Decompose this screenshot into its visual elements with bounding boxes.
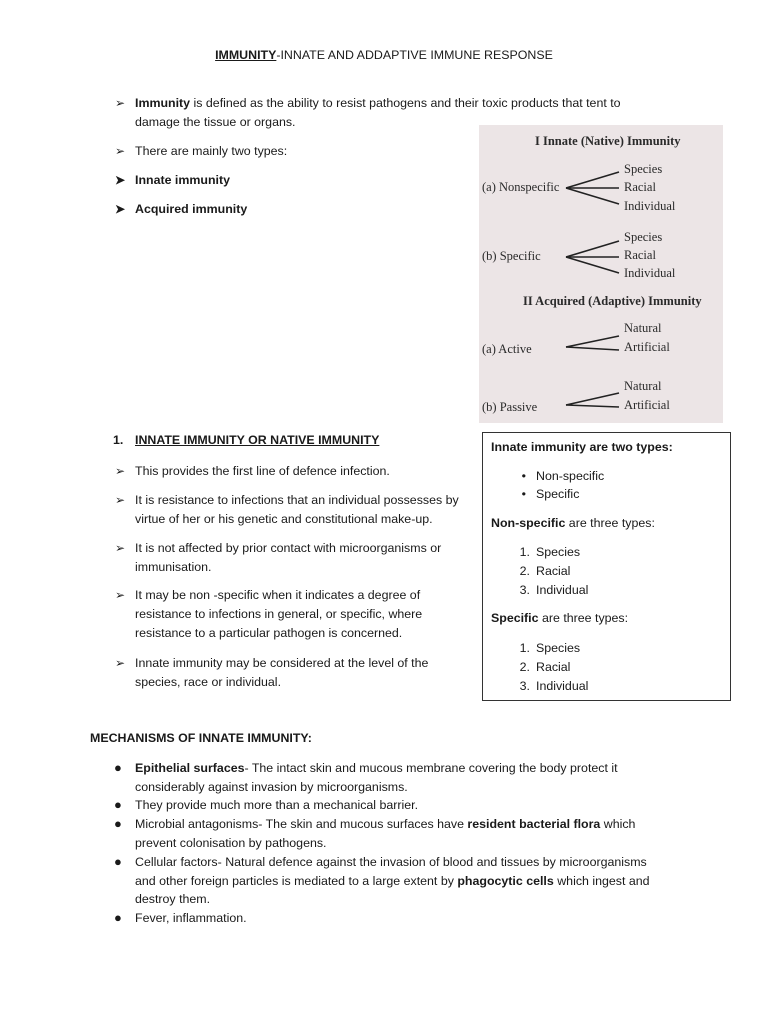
intro-text: is defined as the ability to resist pathogens and their toxic products that tent to — [190, 96, 621, 110]
box-ns-item-2 — [519, 562, 571, 580]
box-ns-text: Individual — [536, 583, 589, 597]
arrow-bullet-icon: ➤ — [114, 202, 126, 216]
bullet-dot-icon: • — [521, 487, 526, 501]
point-text-cont: resistance to infections in general, or specific, where — [135, 607, 423, 621]
mech-text: and other foreign particles is mediated to a large extent by — [135, 873, 458, 888]
bullet-dot-icon: ● — [114, 816, 122, 831]
box-sp-item-3 — [519, 677, 589, 695]
mechanism-item-3 — [114, 815, 665, 852]
point-text: It may be non -specific when it indicates a degree of — [135, 588, 421, 602]
list-number: 1. — [519, 545, 530, 559]
arrow-bullet-icon: ➢ — [114, 588, 126, 602]
figure-heading1: I Innate (Native) Immunity — [535, 134, 681, 148]
intro-bold: Innate immunity — [135, 173, 231, 187]
point-text-cont: resistance to a particular pathogen is concerned. — [135, 626, 403, 640]
box-type-text: Specific — [536, 487, 580, 501]
mech-text: Microbial antagonisms- The skin and mucous surfaces have — [135, 817, 468, 831]
bullet-dot-icon: • — [521, 469, 526, 483]
mech-bold: phagocytic cells — [457, 873, 554, 888]
innate-point-2 — [114, 491, 470, 529]
classification-figure — [479, 125, 723, 423]
figure-nonspecific: (a) Nonspecific — [482, 180, 560, 194]
figure-natural: Natural — [624, 321, 662, 335]
mech-text: Cellular factors- Natural defence against the invasion of blood and tissues by microorganisms — [135, 855, 647, 869]
mechanisms-heading: MECHANISMS OF INNATE IMMUNITY: — [90, 731, 312, 745]
box-type-text: Non-specific — [536, 469, 605, 483]
arrow-bullet-icon: ➢ — [114, 541, 126, 555]
figure-individual: Individual — [624, 199, 676, 213]
bullet-dot-icon: ● — [114, 797, 122, 812]
point-text: It is resistance to infections that an individual possesses by — [135, 493, 459, 507]
arrow-bullet-icon: ➢ — [114, 144, 126, 158]
innate-point-3 — [114, 539, 470, 577]
mech-text: They provide much more than a mechanical barrier. — [135, 798, 419, 812]
arrow-bullet-icon: ➢ — [114, 656, 126, 670]
mech-text: Fever, inflammation. — [135, 911, 247, 925]
figure-artificial-2: Artificial — [624, 398, 670, 412]
point-text: This provides the first line of defence infection. — [135, 464, 390, 478]
figure-passive: (b) Passive — [482, 400, 538, 414]
box-ns-bold: Non-specific — [491, 516, 566, 530]
box-ns-item-1 — [519, 543, 581, 561]
point-text: It is not affected by prior contact with microorganisms or — [135, 541, 442, 555]
box-sp-bold: Specific — [491, 611, 539, 625]
mech-bold: resident bacterial flora — [467, 817, 601, 831]
figure-active: (a) Active — [482, 342, 532, 356]
bullet-dot-icon: ● — [114, 910, 122, 925]
figure-species: Species — [624, 162, 663, 176]
title-rest: -INNATE AND ADDAPTIVE IMMUNE RESPONSE — [276, 48, 553, 62]
innate-point-4 — [114, 586, 470, 643]
figure-racial-2: Racial — [624, 248, 656, 262]
arrow-bullet-icon: ➢ — [114, 493, 126, 507]
section-number: 1. — [113, 433, 124, 447]
bullet-dot-icon: ● — [114, 760, 122, 775]
mechanism-item-4 — [114, 853, 665, 909]
box-sp-item-1 — [519, 639, 581, 657]
box-ns-item-3 — [519, 581, 589, 599]
innate-point-1 — [114, 462, 470, 481]
figure-natural-2: Natural — [624, 379, 662, 393]
mech-text-cont: destroy them. — [135, 892, 211, 907]
mech-bold: Epithelial surfaces — [135, 761, 245, 775]
list-number: 1. — [519, 641, 530, 655]
figure-racial: Racial — [624, 180, 656, 194]
title-underlined: IMMUNITY — [215, 48, 277, 62]
innate-types-box — [482, 432, 731, 701]
mechanism-item-5 — [114, 909, 665, 928]
mech-text: which — [600, 817, 636, 831]
list-number: 2. — [519, 660, 530, 674]
box-ns-text: Racial — [536, 564, 571, 578]
box-sp-text: Racial — [536, 660, 571, 674]
mechanism-item-1 — [114, 759, 665, 796]
point-text-cont: virtue of her or his genetic and constitutional make-up. — [135, 512, 433, 526]
figure-specific: (b) Specific — [482, 249, 541, 263]
arrow-bullet-icon: ➢ — [114, 464, 126, 478]
page-title — [0, 48, 768, 62]
box-sp-item-2 — [519, 658, 571, 676]
box-nonspecific-heading — [491, 514, 655, 532]
box-title: Innate immunity are two types: — [491, 440, 673, 454]
mech-text-cont: prevent colonisation by pathogens. — [135, 835, 327, 850]
box-sp-text: Individual — [536, 679, 589, 693]
intro-text-cont: damage the tissue or organs. — [135, 115, 296, 129]
figure-artificial: Artificial — [624, 340, 670, 354]
box-sp-text: Species — [536, 641, 581, 655]
figure-species-2: Species — [624, 230, 663, 244]
bullet-dot-icon: ● — [114, 854, 122, 869]
mech-text-cont: considerably against invasion by microorganisms. — [135, 779, 408, 794]
point-text: Innate immunity may be considered at the level of the — [135, 656, 429, 670]
innate-point-5 — [114, 654, 470, 692]
mech-text: which ingest and — [553, 873, 650, 888]
box-specific-heading — [491, 609, 628, 627]
box-type-1 — [521, 467, 605, 485]
figure-individual-2: Individual — [624, 266, 676, 280]
arrow-bullet-icon: ➢ — [114, 96, 126, 110]
intro-bold: Immunity — [135, 96, 191, 110]
point-text-cont: species, race or individual. — [135, 675, 282, 689]
point-text-cont: immunisation. — [135, 560, 212, 574]
box-type-2 — [521, 485, 580, 503]
intro-text: There are mainly two types: — [135, 144, 288, 158]
intro-bold: Acquired immunity — [135, 202, 248, 216]
figure-heading2: II Acquired (Adaptive) Immunity — [523, 294, 702, 308]
mechanism-item-2 — [114, 796, 665, 815]
box-ns-text: Species — [536, 545, 581, 559]
box-ns-rest: are three types: — [565, 516, 655, 530]
list-number: 2. — [519, 564, 530, 578]
box-sp-rest: are three types: — [538, 611, 629, 625]
list-number: 3. — [519, 583, 530, 597]
section-heading: INNATE IMMUNITY OR NATIVE IMMUNITY — [135, 433, 380, 447]
mech-text: - The intact skin and mucous membrane covering the body protect it — [244, 761, 618, 775]
list-number: 3. — [519, 679, 530, 693]
arrow-bullet-icon: ➤ — [114, 173, 126, 187]
